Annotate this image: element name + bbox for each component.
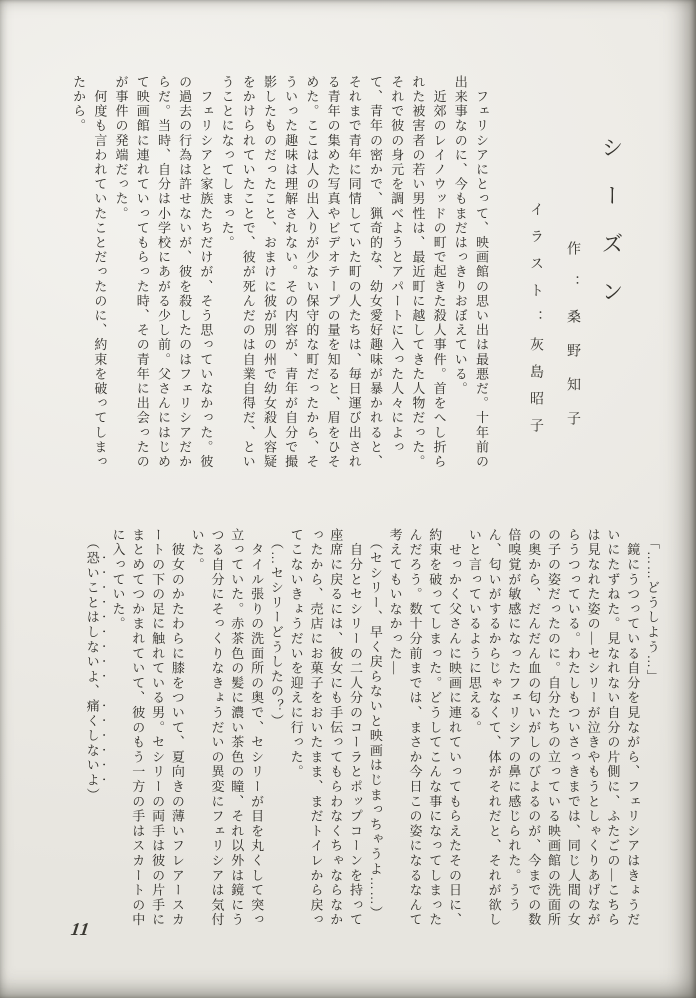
paren-close: ）: [84, 787, 100, 803]
story-paragraph: 何度も言われていたことだったのに、約束を破ってしまったから。: [71, 75, 108, 470]
page-number: 11: [69, 919, 92, 939]
story-paragraph: フェリシアにとって、映画館の思い出は最悪だ。十年前の出来事なのに、今もまだはっきりおぼえている。: [452, 75, 489, 470]
story-paragraph: 自分とセシリーの二人分のコーラとポップコーンを持って座席に戻るには、彼女にも手伝ってもらわなくちゃならなかったから、売店にお菓子をおいたまま、まだトイレから戻ってこないきょうだいを迎えに行った。: [288, 528, 364, 928]
story-paragraph: （セシリー、早く戻らないと映画はじまっちゃうよ……）: [367, 528, 383, 922]
story-title: シーズン: [599, 136, 624, 328]
story-paragraph: フェリシアと家族たちだけが、そう思っていなかった。彼の過去の行為は許せないが、彼を殺したのはフェリシアだからだ。当時、自分は小学校にあがる少し前。父さんにはじめて映画館に連れていってもらった時、その青年に出会ったのが事件の発端だった。: [113, 75, 214, 470]
story-paragraph: 鏡にうつっている自分を見ながら、フェリシアはきょうだいにたずねた。見なれない自分の片側に、ふたごの―こちらは見なれた姿の―セシリーが泣きやもうとしゃくりあげながらうつっている。わたしもついさっきまでは、同じ人間の女の子の姿だったのに。自分たちの立っている映画館の洗面所の奥から、だんだん血の匂いがしのびよるのが、今までの数倍嗅覚が敏感になったフェリシアの鼻に感じられた。ううん、匂いがするからじゃなくて、体がそれだと、それが欲しいと言っているように思える。: [466, 528, 641, 928]
story-paragraph: 彼女のかたわらに膝をついて、夏向きの薄いフレアースカートの下の足に触れている男。セシリーの両手は彼の片手にまとめてつかまれていて、彼のもう一方の手はスカートの中に入っていた。: [110, 528, 185, 928]
story-paragraph: せっかく父さんに映画に連れていってもらえたその日に、約束を破ってしまった。どうしてこんな事になってしまったんだろう。数十分前までは、まさか今日この姿になるなんて考えてもいなかった―: [387, 528, 463, 928]
story-section-top: [66, 75, 492, 472]
author-credit: 作：桑野知子: [565, 241, 580, 445]
story-paragraph: 近郊のレイノウッドの町で起きた殺人事件。首をへし折られた被害者の若い男性は、最近町に越してきた人物だった。それで彼の身元を調べようとアパートに入った人々によって、青年の密かで、猟奇的な、幼女愛好趣味が暴かれると、それまで青年に同情していた町の人たちは、毎日運び出される青年の集めた写真やビデオテープの量を知ると、眉をひそめた。ここは人の出入りが少ない保守的な町だったから、そういった趣味は理解されない。その内容が、青年が自分で撮影したものだったこと、おまけに彼が別の州で幼女殺人容疑をかけられていたことで、彼が死んだのは自業自得だ、ということになってしまった。: [219, 75, 447, 470]
paren-open: （: [84, 528, 100, 552]
illustrator-credit: イラスト：灰島昭子: [528, 202, 543, 445]
story-paragraph: （…セシリーどうしたの？）: [268, 528, 284, 729]
story-paragraph: タイル張りの洗面所の奥で、セシリーが目を丸くして突っ立っていた。赤茶色の髪に濃い茶色の瞳、それ以外は鏡にうつる自分にそっくりなきょうだいの異変にフェリシアは気付いた。: [189, 528, 265, 928]
emphasized-text: 恐いことはしないよ、痛くしないよ: [84, 551, 100, 788]
story-section-bottom: [84, 528, 662, 931]
story-paragraph-emphasized: [82, 528, 108, 931]
story-paragraph: 「……どうしよう…」: [645, 528, 660, 685]
